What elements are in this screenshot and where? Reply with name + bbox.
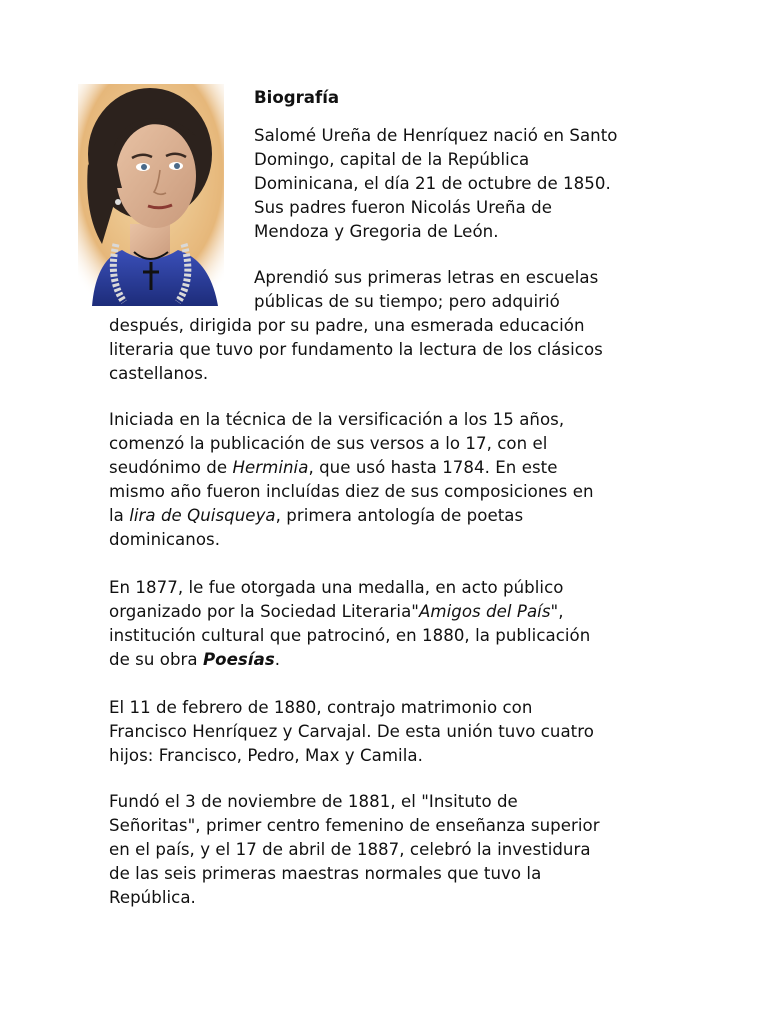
text-line: Dominicana, el día 21 de octubre de 1850. bbox=[254, 174, 611, 193]
paragraph-medal bbox=[109, 576, 590, 672]
text-fragment: la bbox=[109, 506, 130, 525]
text-fragment: , primera antología de poetas bbox=[275, 506, 524, 525]
paragraph-birth bbox=[254, 124, 618, 244]
text-line: castellanos. bbox=[109, 364, 209, 383]
text-line: después, dirigida por su padre, una esmerada educación bbox=[109, 316, 585, 335]
text-line: Salomé Ureña de Henríquez nació en Santo bbox=[254, 126, 618, 145]
text-line: Francisco Henríquez y Carvajal. De esta unión tuvo cuatro bbox=[109, 722, 594, 741]
text-fragment: . bbox=[274, 650, 281, 669]
text-line: Sus padres fueron Nicolás Ureña de bbox=[254, 198, 552, 217]
text-line: Fundó el 3 de noviembre de 1881, el "Insituto de bbox=[109, 792, 518, 811]
text-line: literaria que tuvo por fundamento la lectura de los clásicos bbox=[109, 340, 603, 359]
text-line bbox=[109, 648, 590, 672]
text-line: Domingo, capital de la República bbox=[254, 150, 530, 169]
paragraph-institute bbox=[109, 790, 600, 910]
text-line: hijos: Francisco, Pedro, Max y Camila. bbox=[109, 746, 423, 765]
text-line: de las seis primeras maestras normales que tuvo la bbox=[109, 864, 542, 883]
text-line: República. bbox=[109, 888, 196, 907]
text-line bbox=[109, 456, 594, 480]
text-line: públicas de su tiempo; pero adquirió bbox=[254, 292, 560, 311]
paragraph-education bbox=[109, 314, 603, 386]
text-line: Mendoza y Gregoria de León. bbox=[254, 222, 499, 241]
text-line: Iniciada en la técnica de la versificación a los 15 años, bbox=[109, 410, 565, 429]
paragraph-marriage bbox=[109, 696, 594, 768]
work-title: Poesías bbox=[202, 650, 275, 669]
text-fragment: seudónimo de bbox=[109, 458, 233, 477]
text-fragment: organizado por la Sociedad Literaria bbox=[109, 602, 412, 621]
portrait-image bbox=[78, 84, 224, 306]
paragraph-versification bbox=[109, 408, 594, 552]
text-line bbox=[109, 600, 590, 624]
text-line: comenzó la publicación de sus versos a lo 17, con el bbox=[109, 434, 548, 453]
text-line: en el país, y el 17 de abril de 1887, celebró la investidura bbox=[109, 840, 591, 859]
text-line: institución cultural que patrocinó, en 1880, la publicación bbox=[109, 626, 591, 645]
pseudonym-text: Herminia bbox=[232, 458, 309, 477]
text-line: dominicanos. bbox=[109, 530, 221, 549]
text-line: El 11 de febrero de 1880, contrajo matrimonio con bbox=[109, 698, 533, 717]
text-line: mismo año fueron incluídas diez de sus composiciones en bbox=[109, 482, 594, 501]
text-fragment: , que usó hasta 1784. En este bbox=[308, 458, 558, 477]
text-line: En 1877, le fue otorgada una medalla, en acto público bbox=[109, 578, 564, 597]
anthology-title: lira de Quisqueya bbox=[129, 506, 276, 525]
text-line: Aprendió sus primeras letras en escuelas bbox=[254, 268, 599, 287]
text-fragment: , bbox=[558, 602, 564, 621]
text-fragment: de su obra bbox=[109, 650, 203, 669]
society-name: "Amigos del País" bbox=[411, 602, 559, 621]
paragraph-education-indented bbox=[254, 266, 598, 314]
page-title: Biografía bbox=[254, 88, 340, 107]
text-line: Señoritas", primer centro femenino de enseñanza superior bbox=[109, 816, 600, 835]
text-line bbox=[109, 504, 594, 528]
